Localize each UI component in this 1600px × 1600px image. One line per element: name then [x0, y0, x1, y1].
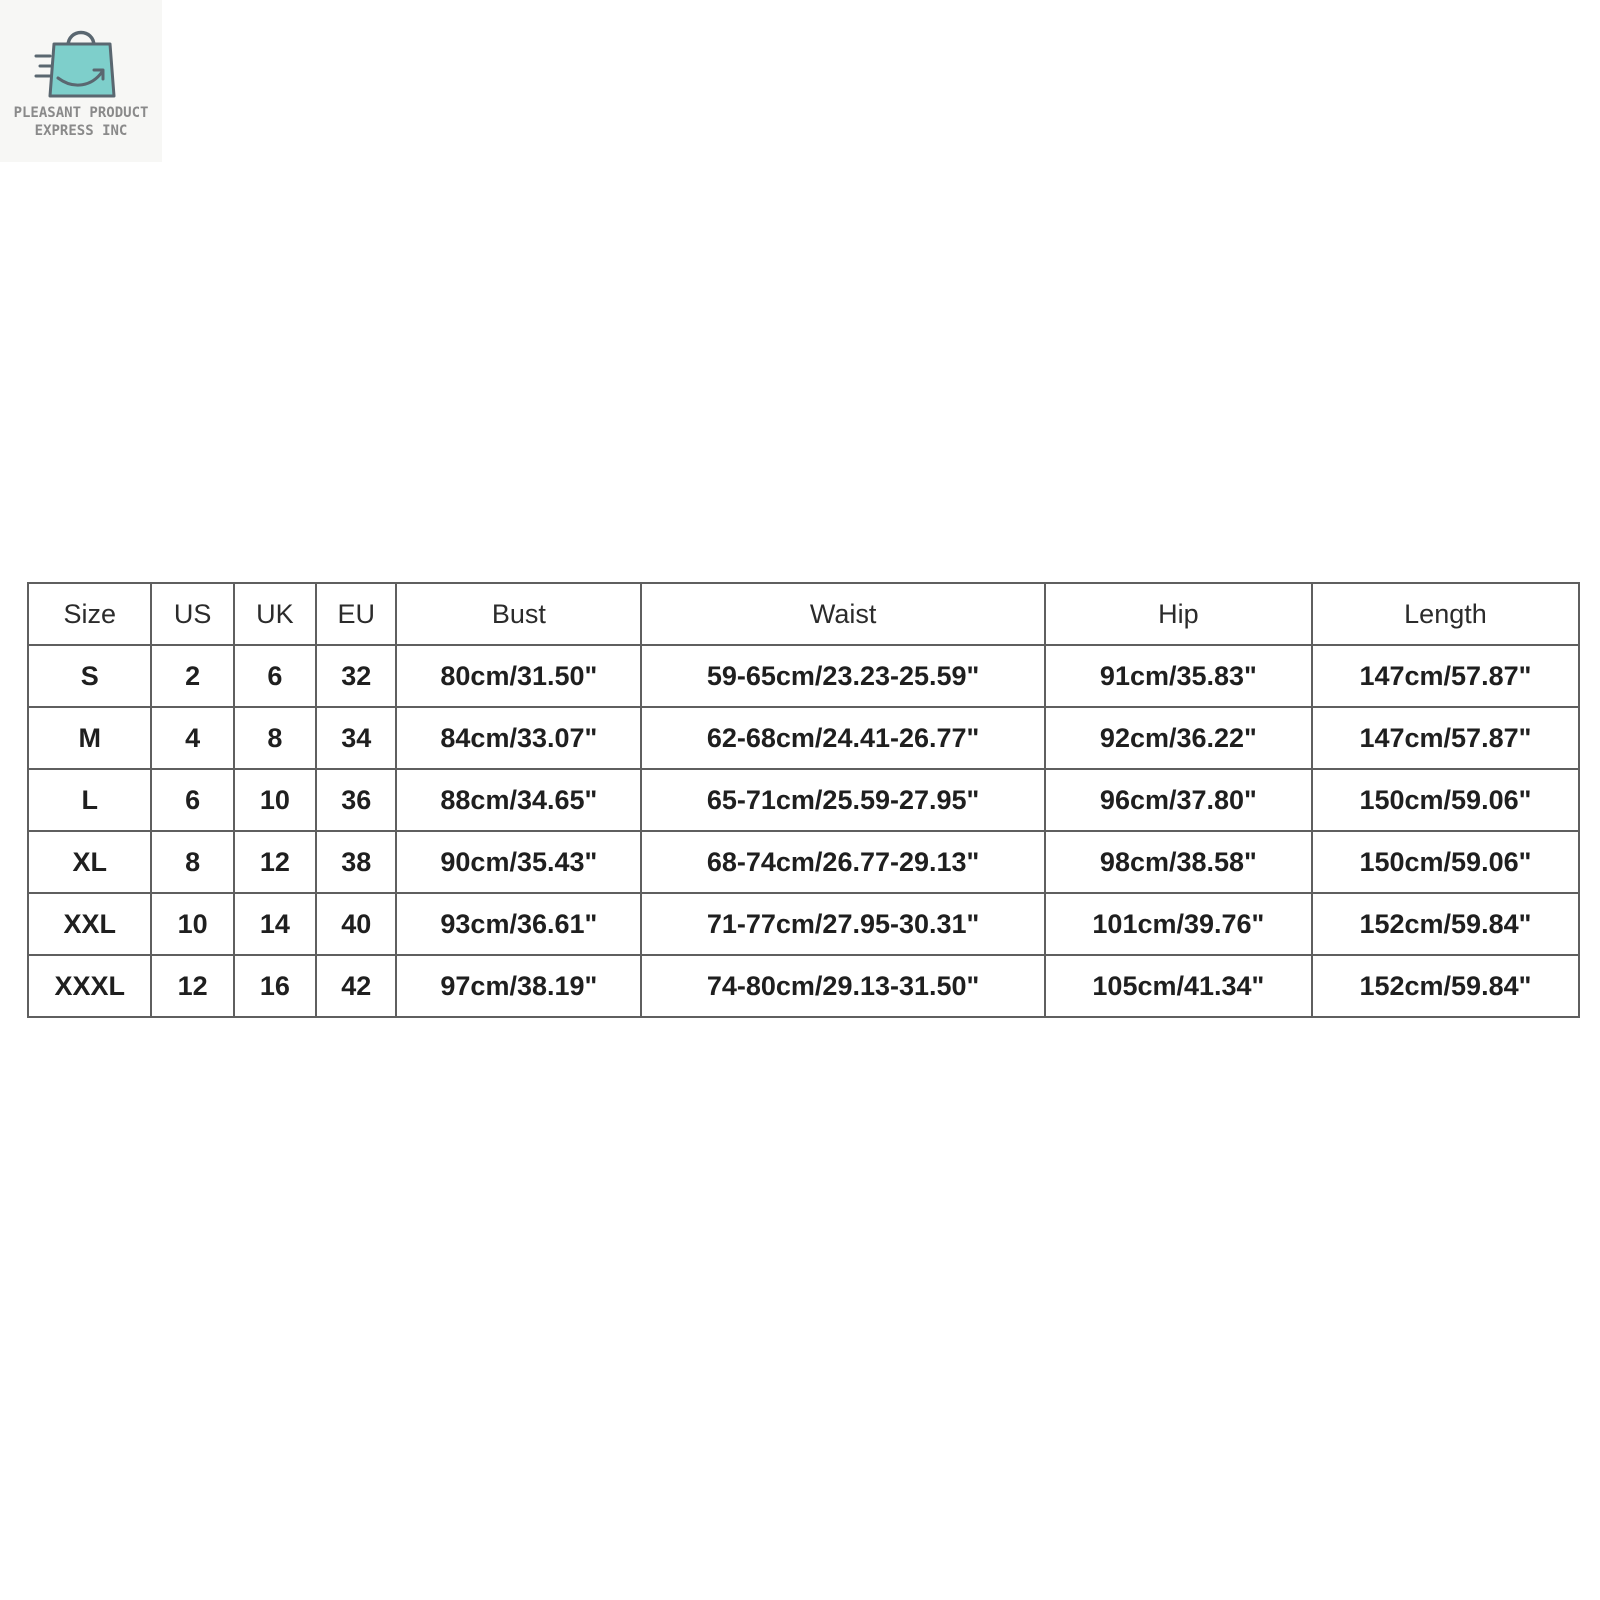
cell-waist: 65-71cm/25.59-27.95" [641, 769, 1045, 831]
cell-us: 6 [151, 769, 233, 831]
cell-length: 150cm/59.06" [1312, 769, 1579, 831]
table-row [28, 955, 1579, 1017]
column-header-size: Size [28, 583, 151, 645]
cell-size: M [28, 707, 151, 769]
cell-eu: 40 [316, 893, 396, 955]
cell-eu: 36 [316, 769, 396, 831]
cell-waist: 68-74cm/26.77-29.13" [641, 831, 1045, 893]
cell-us: 2 [151, 645, 233, 707]
table-row [28, 707, 1579, 769]
cell-uk: 12 [234, 831, 316, 893]
cell-uk: 10 [234, 769, 316, 831]
cell-us: 12 [151, 955, 233, 1017]
cell-size: XL [28, 831, 151, 893]
brand-name-line1: PLEASANT PRODUCT [13, 105, 149, 121]
column-header-waist: Waist [641, 583, 1045, 645]
cell-hip: 101cm/39.76" [1045, 893, 1312, 955]
cell-size: L [28, 769, 151, 831]
cell-us: 10 [151, 893, 233, 955]
cell-length: 147cm/57.87" [1312, 645, 1579, 707]
cell-length: 150cm/59.06" [1312, 831, 1579, 893]
cell-waist: 71-77cm/27.95-30.31" [641, 893, 1045, 955]
column-header-uk: UK [234, 583, 316, 645]
cell-size: XXXL [28, 955, 151, 1017]
cell-uk: 8 [234, 707, 316, 769]
cell-bust: 88cm/34.65" [396, 769, 641, 831]
cell-hip: 92cm/36.22" [1045, 707, 1312, 769]
cell-hip: 105cm/41.34" [1045, 955, 1312, 1017]
cell-bust: 84cm/33.07" [396, 707, 641, 769]
cell-bust: 93cm/36.61" [396, 893, 641, 955]
cell-bust: 97cm/38.19" [396, 955, 641, 1017]
cell-size: S [28, 645, 151, 707]
table-header-row [28, 583, 1579, 645]
cell-eu: 38 [316, 831, 396, 893]
cell-bust: 80cm/31.50" [396, 645, 641, 707]
cell-waist: 59-65cm/23.23-25.59" [641, 645, 1045, 707]
cell-waist: 74-80cm/29.13-31.50" [641, 955, 1045, 1017]
cell-length: 147cm/57.87" [1312, 707, 1579, 769]
size-chart-table [27, 582, 1580, 1018]
table-row [28, 893, 1579, 955]
column-header-us: US [151, 583, 233, 645]
cell-waist: 62-68cm/24.41-26.77" [641, 707, 1045, 769]
column-header-hip: Hip [1045, 583, 1312, 645]
brand-logo [0, 0, 162, 162]
cell-hip: 96cm/37.80" [1045, 769, 1312, 831]
cell-eu: 42 [316, 955, 396, 1017]
brand-name-line2: EXPRESS INC [34, 123, 128, 139]
cell-bust: 90cm/35.43" [396, 831, 641, 893]
shopping-bag-icon [34, 14, 120, 100]
table-body [28, 645, 1579, 1017]
cell-length: 152cm/59.84" [1312, 893, 1579, 955]
cell-uk: 6 [234, 645, 316, 707]
cell-hip: 91cm/35.83" [1045, 645, 1312, 707]
column-header-eu: EU [316, 583, 396, 645]
cell-size: XXL [28, 893, 151, 955]
cell-hip: 98cm/38.58" [1045, 831, 1312, 893]
cell-length: 152cm/59.84" [1312, 955, 1579, 1017]
cell-uk: 14 [234, 893, 316, 955]
cell-us: 4 [151, 707, 233, 769]
table-row [28, 645, 1579, 707]
column-header-length: Length [1312, 583, 1579, 645]
cell-us: 8 [151, 831, 233, 893]
table-row [28, 831, 1579, 893]
cell-uk: 16 [234, 955, 316, 1017]
column-header-bust: Bust [396, 583, 641, 645]
cell-eu: 34 [316, 707, 396, 769]
table-row [28, 769, 1579, 831]
cell-eu: 32 [316, 645, 396, 707]
